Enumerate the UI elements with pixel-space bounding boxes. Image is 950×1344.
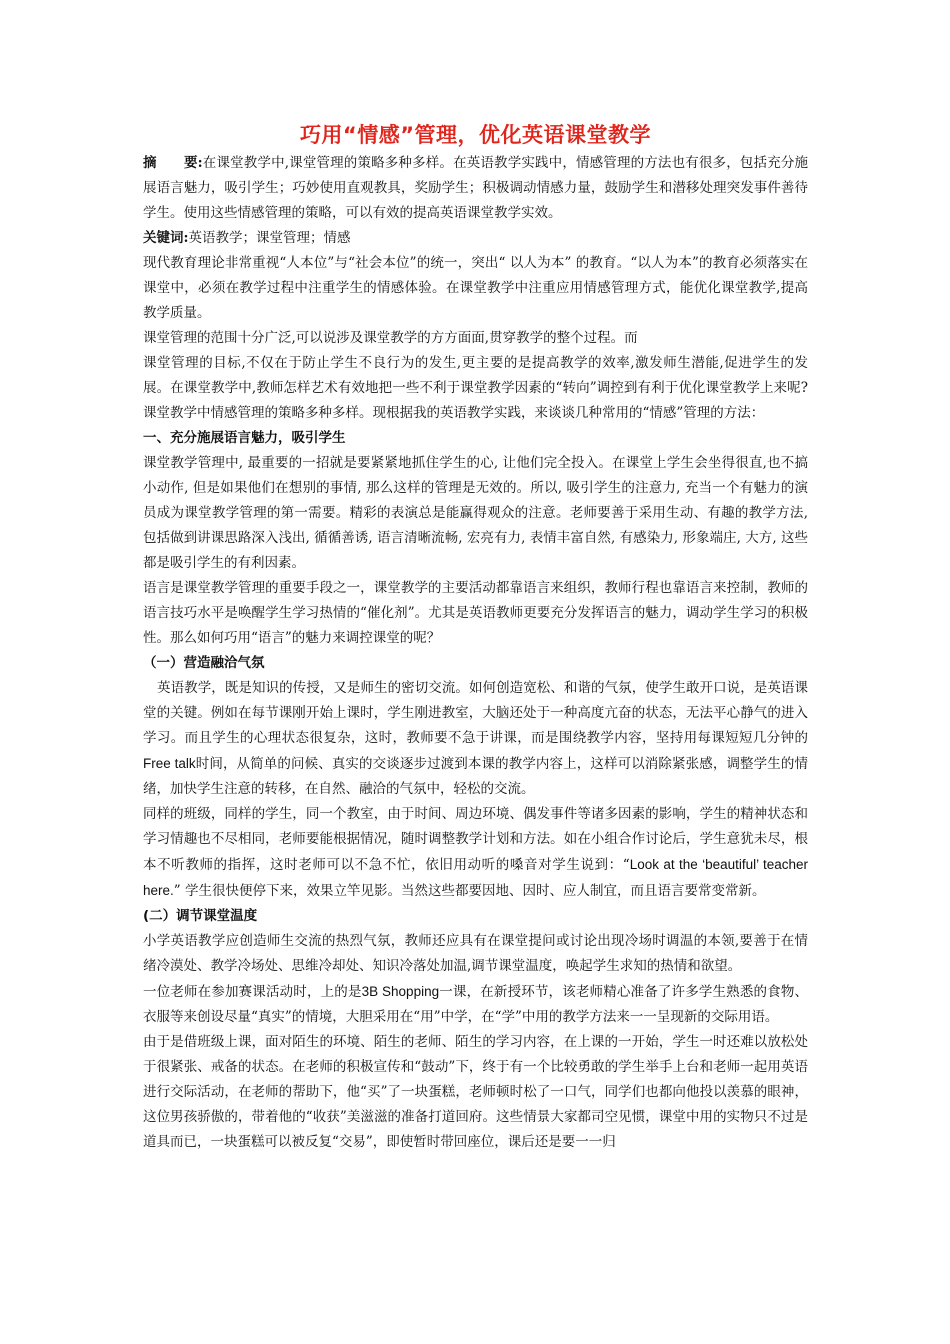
paragraph-text: 一位老师在参加赛课活动时，上的是 xyxy=(143,984,362,1000)
subsection-2-paragraph-b xyxy=(143,979,808,1030)
paragraph-text: 一课，在新授环节，该老师精心准备了许多学生熟悉的食物、衣服等来创设尽量“真实”的情境，大胆采用在“用”中学，在“学”中用的教学方法来一一呈现新的交际用语。 xyxy=(143,984,808,1025)
intro-paragraph-1: 现代教育理论非常重视“人本位”与“社会本位”的统一，突出“ 以人为本” 的教育。“以人为本”的教育必须落实在课堂中，必须在教学过程中注重学生的情感体验。在课堂教学中注重应用情感管理方式，能优化课堂教学,提高教学质量。 xyxy=(143,255,808,321)
english-phrase: 3B Shopping xyxy=(361,984,440,999)
subsection-1-paragraph-b xyxy=(143,802,808,904)
document-title: 巧用“情感”管理，优化英语课堂教学 xyxy=(299,123,652,147)
abstract-label: 摘 要: xyxy=(143,155,203,171)
english-phrase: Free talk xyxy=(143,756,196,771)
keywords-paragraph xyxy=(143,226,808,251)
intro-paragraph-3: 课堂管理的目标,不仅在于防止学生不良行为的发生,更主要的是提高教学的效率,激发师生潜能,促进学生的发展。在课堂教学中,教师怎样艺术有效地把一些不利于课堂教学因素的“转向”调控到有利于优化课堂教学上来呢? 课堂教学中情感管理的策略多种多样。现根据我的英语教学实践，来谈谈几种常用的“情感”管理的方法： xyxy=(143,355,808,421)
intro-paragraph-2: 课堂管理的范围十分广泛,可以说涉及课堂教学的方方面面,贯穿教学的整个过程。而 xyxy=(143,330,638,346)
section-1-paragraph-a: 课堂教学管理中, 最重要的一招就是要紧紧地抓住学生的心, 让他们完全投入。在课堂上学生会坐得很直,也不搞小动作, 但是如果他们在想别的事情, 那么这样的管理是无效的。所以, 吸引学生的注意力, 充当一个有魅力的演员成为课堂教学管理的第一需要。精彩的表演总是能赢得观众的注意。老师要善于采用生动、有趣的教学方法, 包括做到讲课思路深入浅出, 循循善诱, 语言清晰流畅, 宏亮有力, 表情丰富自然, 有感染力, 形象端庄, 大方, 这些都是吸引学生的有利因素。 xyxy=(143,455,808,571)
subsection-heading-2: (二）调节课堂温度 xyxy=(143,908,258,924)
keywords-label: 关键词: xyxy=(143,230,189,246)
abstract-paragraph xyxy=(143,151,808,226)
english-phrase: Look at the ‘beautiful’ teacher here. xyxy=(143,857,809,898)
section-heading-1: 一、充分施展语言魅力，吸引学生 xyxy=(143,430,346,446)
abstract-text: 在课堂教学中,课堂管理的策略多种多样。在英语教学实践中，情感管理的方法也有很多，包括充分施展语言魅力，吸引学生；巧妙使用直观教具，奖励学生；积极调动情感力量，鼓励学生和潜移处理突发事件善待学生。使用这些情感管理的策略，可以有效的提高英语课堂教学实效。 xyxy=(143,155,809,221)
subsection-2-paragraph-c: 由于是借班级上课，面对陌生的环境、陌生的老师、陌生的学习内容，在上课的一开始，学生一时还难以放松处于很紧张、戒备的状态。在老师的积极宣传和“鼓动”下，终于有一个比较勇敢的学生举手上台和老师一起用英语进行交际活动，在老师的帮助下，他“买”了一块蛋糕，老师顿时松了一口气，同学们也都向他投以羡慕的眼神，这位男孩骄傲的，带着他的“收获”美滋滋的准备打道回府。这些情景大家都司空见惯，课堂中用的实物只不过是道具而已，一块蛋糕可以被反复“交易”，即使暂时带回座位，课后还是要一一归 xyxy=(143,1034,808,1150)
paragraph-text: 英语教学，既是知识的传授，又是师生的密切交流。如何创造宽松、和谐的气氛，使学生敢开口说，是英语课堂的关键。例如在每节课刚开始上课时，学生刚进教室，大脑还处于一种高度亢奋的状态，无法平心静气的进入学习。而且学生的心理状态很复杂，这时，教师要不急于讲课，而是围绕教学内容，坚持用每课短短几分钟的 xyxy=(143,680,808,746)
paragraph-text: ” 学生很快便停下来，效果立竿见影。当然这些都要因地、因时、应人制宜，而且语言要常变常新。 xyxy=(173,883,766,899)
paragraph-text: 同样的班级，同样的学生，同一个教室，由于时间、周边环境、偶发事件等诸多因素的影响，学生的精神状态和学习情趣也不尽相同，老师要能根据情况，随时调整教学计划和方法。如在小组合作讨论后，学生意犹未尽，根本不听教师的指挥，这时老师可以不急不忙，依旧用动听的嗓音对学生说到：“ xyxy=(143,806,808,873)
subsection-1-paragraph-a xyxy=(143,676,808,802)
keywords-text: 英语教学；课堂管理；情感 xyxy=(188,230,351,246)
subsection-heading-1: （一）营造融洽气氛 xyxy=(143,655,265,671)
document-page xyxy=(143,120,808,1155)
subsection-2-paragraph-a: 小学英语教学应创造师生交流的热烈气氛，教师还应具有在课堂提问或讨论出现冷场时调温的本领,要善于在情绪冷漠处、教学冷场处、思维冷却处、知识冷落处加温,调节课堂温度，唤起学生求知的热情和欲望。 xyxy=(143,933,808,974)
paragraph-text: 时间，从简单的问候、真实的交谈逐步过渡到本课的教学内容上，这样可以消除紧张感，调整学生的情绪，加快学生注意的转移，在自然、融洽的气氛中，轻松的交流。 xyxy=(143,756,808,797)
section-1-paragraph-b: 语言是课堂教学管理的重要手段之一，课堂教学的主要活动都靠语言来组织，教师行程也靠语言来控制，教师的语言技巧水平是唤醒学生学习热情的“催化剂”。尤其是英语教师更要充分发挥语言的魅力，调动学生学习的积极性。那么如何巧用“语言”的魅力来调控课堂的呢？ xyxy=(143,580,808,646)
